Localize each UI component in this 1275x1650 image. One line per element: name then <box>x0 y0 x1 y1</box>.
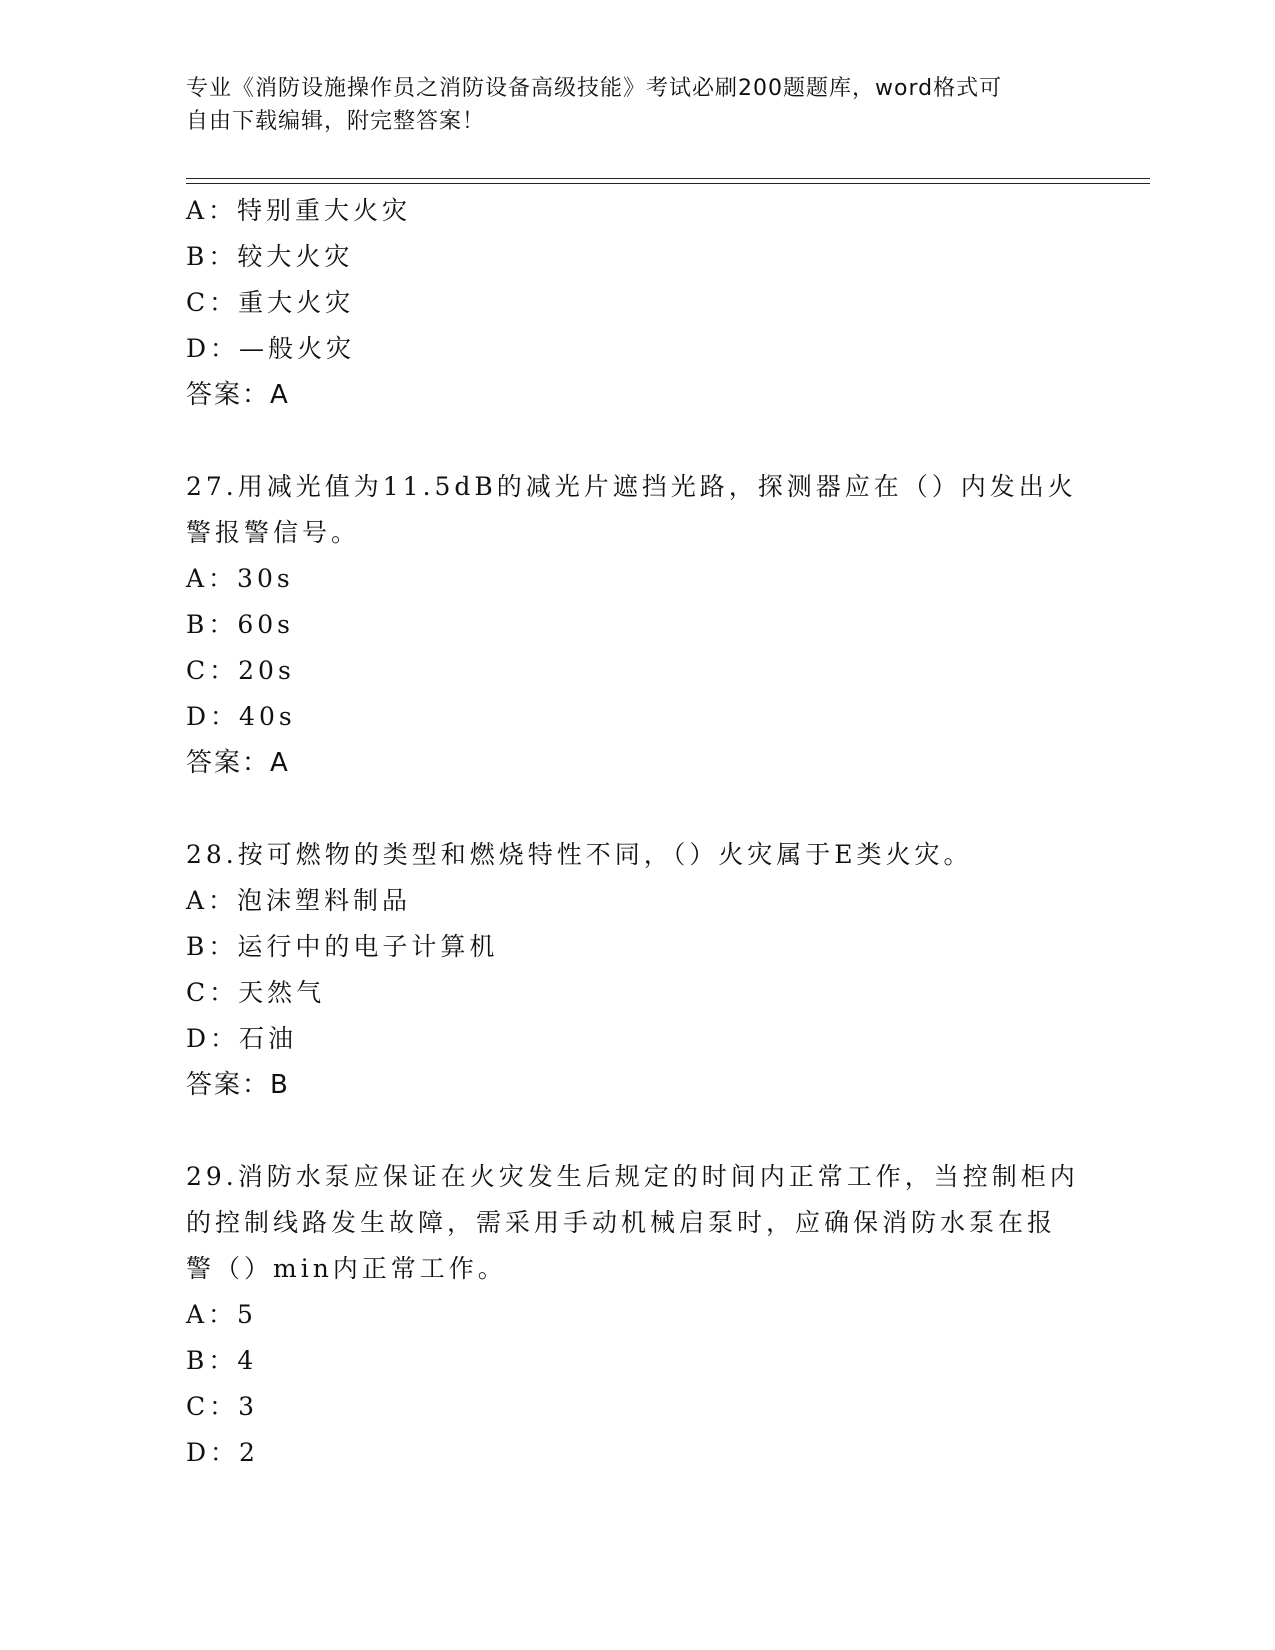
option-d: D：—般火灾 <box>186 334 356 363</box>
answer-line: 答案：A <box>186 748 290 778</box>
question-stem-line: 27.用减光值为11.5dB的减光片遮挡光路，探测器应在（）内发出火 <box>186 472 1077 501</box>
option-b: B：较大火灾 <box>186 242 354 271</box>
option-c: C：重大火灾 <box>186 288 355 317</box>
header-line-2: 自由下载编辑，附完整答案！ <box>186 109 486 134</box>
header-divider-top <box>186 178 1150 179</box>
question-stem-line: 28.按可燃物的类型和燃烧特性不同，（）火灾属于E类火灾。 <box>186 840 973 869</box>
option-d: D：2 <box>186 1438 259 1467</box>
option-b: B：4 <box>186 1346 258 1375</box>
option-a: A：30s <box>186 564 294 593</box>
option-c: C：20s <box>186 656 295 685</box>
option-b: B：60s <box>186 610 295 639</box>
document-header <box>186 72 1086 138</box>
question-stem-line: 警（）min内正常工作。 <box>186 1254 507 1283</box>
question-stem-line: 29.消防水泵应保证在火灾发生后规定的时间内正常工作，当控制柜内 <box>186 1162 1079 1191</box>
question-26 <box>186 188 1086 418</box>
spacer <box>186 1108 1086 1154</box>
question-stem-line: 警报警信号。 <box>186 518 361 547</box>
question-28 <box>186 832 1086 1108</box>
header-divider-bottom <box>186 183 1150 184</box>
option-d: D：40s <box>186 702 296 731</box>
question-stem-line: 的控制线路发生故障，需采用手动机械启泵时，应确保消防水泵在报 <box>186 1208 1057 1237</box>
header-line-1: 专业《消防设施操作员之消防设备高级技能》考试必刷200题题库，word格式可 <box>186 76 1003 101</box>
question-list <box>186 188 1086 1476</box>
answer-line: 答案：A <box>186 380 290 410</box>
option-d: D：石油 <box>186 1024 298 1053</box>
option-a: A：特别重大火灾 <box>186 196 412 225</box>
option-c: C：天然气 <box>186 978 326 1007</box>
option-b: B：运行中的电子计算机 <box>186 932 499 961</box>
question-29 <box>186 1154 1086 1476</box>
spacer <box>186 418 1086 464</box>
option-a: A：5 <box>186 1300 257 1329</box>
option-c: C：3 <box>186 1392 259 1421</box>
spacer <box>186 786 1086 832</box>
question-27 <box>186 464 1086 786</box>
answer-line: 答案：B <box>186 1070 290 1100</box>
option-a: A：泡沫塑料制品 <box>186 886 412 915</box>
